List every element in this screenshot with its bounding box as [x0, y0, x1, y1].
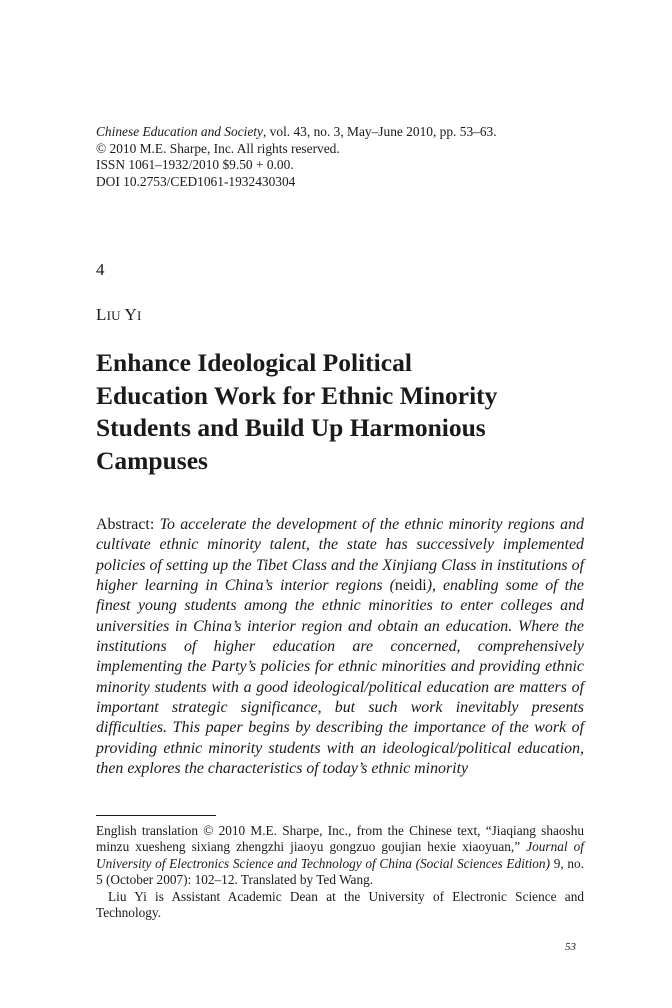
- title-line: Enhance Ideological Political: [96, 348, 412, 377]
- author-name: LIU YI: [96, 305, 142, 324]
- title-line: Students and Build Up Harmonious: [96, 413, 486, 442]
- abstract-text: To accelerate the development of the ethnic minority regions and cultivate ethnic minority talent, the state has successively implemented policies of setting up the Tibet Class and the Xinjiang Class in institutions of higher learning in China’s interior regions (: [96, 516, 584, 595]
- abstract: [96, 515, 584, 779]
- citation-line: [96, 124, 584, 141]
- abstract-text-continued: ), enabling some of the finest young students among the ethnic minorities to enter colleges and universities in China’s interior region and obtain an education. Where the institutions of higher education are concerned, comprehensively implementing the Party’s policies for ethnic minorities and providing ethnic minority students with a good ideological/political education are matters of important strategic significance, but such work inevitably presents difficulties. This paper begins by describing the importance of the work of providing ethnic minority students with an ideological/political education, then explores the characteristics of today’s ethnic minority: [96, 577, 584, 778]
- source-journal: Journal of University of Electronics Science and Technology of China (Social Sciences Edition): [96, 839, 584, 871]
- translation-note: English translation © 2010 M.E. Sharpe, Inc., from the Chinese text, “Jiaqiang shaoshu minzu xuesheng sixiang zhengzhi jiaoyu gongzuo goujian hexie xiaoyuan,” Journal of University of Electronics Science and Technology of China (Social Sciences Edition) 9, no. 5 (October 2007): 102–12. Translated by Ted Wang.: [96, 823, 584, 888]
- doi-line: DOI 10.2753/CED1061-1932430304: [96, 173, 296, 189]
- footnote-rule: [96, 815, 216, 816]
- author-note: Liu Yi is Assistant Academic Dean at the University of Electronic Science and Technology.: [96, 889, 584, 921]
- article-title: [96, 347, 584, 477]
- abstract-label: Abstract:: [96, 516, 160, 533]
- title-line: Education Work for Ethnic Minority: [96, 380, 498, 410]
- chapter-number: 4: [96, 260, 105, 279]
- title-line: Campuses: [96, 445, 208, 475]
- page-number: 53: [565, 941, 576, 953]
- citation-details: , vol. 43, no. 3, May–June 2010, pp. 53–63.: [262, 124, 497, 139]
- journal-name: Chinese Education and Society: [96, 124, 263, 139]
- citation-header: [96, 124, 584, 190]
- copyright-line: © 2010 M.E. Sharpe, Inc. All rights reserved.: [96, 140, 340, 156]
- issn-line: ISSN 1061–1932/2010 $9.50 + 0.00.: [96, 157, 294, 172]
- abstract-term: neidi: [394, 577, 427, 595]
- document-page: [96, 0, 584, 1008]
